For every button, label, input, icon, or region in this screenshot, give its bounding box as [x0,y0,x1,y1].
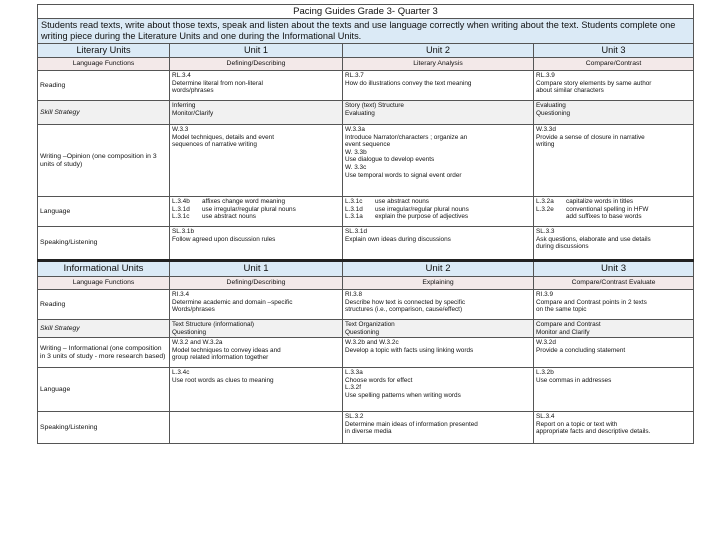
literary-language-unit-2: L.3.1c use abstract nouns L.3.1d use irregular/regular plural nouns L.3.1a explain the purpose of adjectives [343,197,534,227]
literary-speaking-unit-3: SL.3.3 Ask questions, elaborate and use details during discussions [534,227,694,261]
literary-writing-unit-3: W.3.3d Provide a sense of closure in narrative writing [534,125,694,197]
literary-unit-1: Unit 1 [170,44,343,58]
informational-reading-unit-2: RI.3.8 Describe how text is connected by specific structures (i.e., comparison, cause/effect) [343,290,534,320]
informational-strategy-unit-1: Text Structure (informational) Questioning [170,320,343,338]
informational-language-unit-1: L.3.4c Use root words as clues to meaning [170,368,343,412]
literary-strategy-unit-2: Story (text) Structure Evaluating [343,101,534,125]
literary-language-unit-1: L.3.4b affixes change word meaning L.3.1d use irregular/regular plural nouns L.3.1c use abstract nouns [170,197,343,227]
literary-reading-unit-3: RL.3.9 Compare story elements by same author about similar characters [534,71,694,101]
informational-reading-unit-1: RI.3.4 Determine academic and domain –specific Words/phrases [170,290,343,320]
literary-speaking-unit-1: SL.3.1b Follow agreed upon discussion rules [170,227,343,261]
literary-speaking-label: Speaking/Listening [38,227,170,261]
literary-unit-2: Unit 2 [343,44,534,58]
pacing-guide-sheet [37,4,693,444]
literary-strategy-label: Skill Strategy [38,101,170,125]
informational-header-unit-1: Defining/Describing [170,277,343,290]
informational-header-functions: Language Functions [38,277,170,290]
literary-header-functions: Language Functions [38,58,170,71]
informational-writing-label: Writing – Informational (one composition in 3 units of study - more research based) [38,338,170,368]
informational-speaking-unit-3: SL.3.4 Report on a topic or text with appropriate facts and descriptive details. [534,412,694,444]
informational-header-unit-2: Explaining [343,277,534,290]
informational-header-unit-3: Compare/Contrast Evaluate [534,277,694,290]
literary-reading-label: Reading [38,71,170,101]
informational-language-label: Language [38,368,170,412]
literary-header-unit-1: Defining/Describing [170,58,343,71]
informational-unit-3: Unit 3 [534,261,694,277]
intro-text: Students read texts, write about those texts, speak and listen about the texts and use language correctly when writing about the text. Students complete one writing piece during the Literature Units and one during the Informational Units. [38,19,694,44]
informational-language-unit-2: L.3.3a Choose words for effect L.3.2f Use spelling patterns when writing words [343,368,534,412]
literary-reading-unit-1: RL.3.4 Determine literal from non-literal words/phrases [170,71,343,101]
informational-reading-label: Reading [38,290,170,320]
literary-unit-3: Unit 3 [534,44,694,58]
informational-units-label: Informational Units [38,261,170,277]
informational-strategy-label: Skill Strategy [38,320,170,338]
literary-header-unit-2: Literary Analysis [343,58,534,71]
literary-writing-unit-2: W.3.3a Introduce Narrator/characters ; organize an event sequence W. 3.3b Use dialogue to develop events W. 3.3c Use temporal words to signal event order [343,125,534,197]
literary-language-label: Language [38,197,170,227]
informational-unit-2: Unit 2 [343,261,534,277]
informational-writing-unit-1: W.3.2 and W.3.2a Model techniques to convey ideas and group related information together [170,338,343,368]
literary-language-unit-3: L.3.2a capitalize words in titles L.3.2e conventional spelling in HFW add suffixes to base words [534,197,694,227]
literary-units-label: Literary Units [38,44,170,58]
literary-writing-unit-1: W.3.3 Model techniques, details and event sequences of narrative writing [170,125,343,197]
informational-speaking-unit-1 [170,412,343,444]
informational-strategy-unit-2: Text Organization Questioning [343,320,534,338]
page-title: Pacing Guides Grade 3- Quarter 3 [38,5,694,19]
literary-strategy-unit-1: Inferring Monitor/Clarify [170,101,343,125]
informational-reading-unit-3: RI.3.9 Compare and Contrast points in 2 texts on the same topic [534,290,694,320]
literary-reading-unit-2: RL.3.7 How do illustrations convey the text meaning [343,71,534,101]
informational-speaking-unit-2: SL.3.2 Determine main ideas of information presented in diverse media [343,412,534,444]
informational-speaking-label: Speaking/Listening [38,412,170,444]
literary-speaking-unit-2: SL.3.1d Explain own ideas during discussions [343,227,534,261]
informational-writing-unit-3: W.3.2d Provide a concluding statement [534,338,694,368]
informational-language-unit-3: L.3.2b Use commas in addresses [534,368,694,412]
literary-header-unit-3: Compare/Contrast [534,58,694,71]
informational-strategy-unit-3: Compare and Contrast Monitor and Clarify [534,320,694,338]
literary-writing-label: Writing –Opinion (one composition in 3 units of study) [38,125,170,197]
informational-unit-1: Unit 1 [170,261,343,277]
literary-strategy-unit-3: Evaluating Questioning [534,101,694,125]
pacing-guide-table [37,4,694,444]
informational-writing-unit-2: W.3.2b and W.3.2c Develop a topic with facts using linking words [343,338,534,368]
